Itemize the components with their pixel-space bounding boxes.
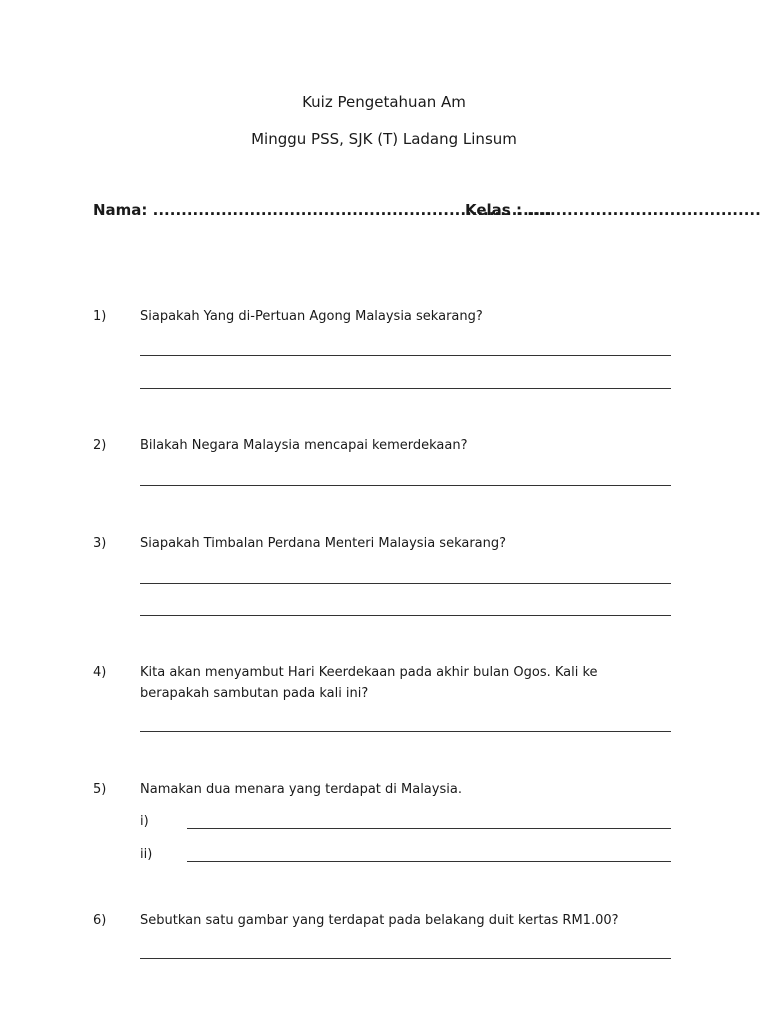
question-number: 5) [93, 782, 107, 797]
quiz-subtitle: Minggu PSS, SJK (T) Ladang Linsum [251, 130, 517, 148]
answer-line [187, 861, 671, 862]
answer-line [140, 958, 671, 959]
answer-line [140, 615, 671, 616]
answer-line [187, 828, 671, 829]
nama-field: Nama: ...................................................................... [93, 201, 552, 219]
answer-line [140, 355, 671, 356]
question-number: 4) [93, 665, 107, 680]
kelas-field: Kelas : ......................................... [465, 201, 761, 219]
question-number: 2) [93, 438, 107, 453]
answer-line [140, 731, 671, 732]
question-number: 1) [93, 309, 107, 324]
question-text: Siapakah Yang di-Pertuan Agong Malaysia sekarang? [140, 309, 483, 324]
answer-line [140, 485, 671, 486]
answer-line [140, 388, 671, 389]
quiz-title: Kuiz Pengetahuan Am [302, 93, 466, 111]
sub-item-number: ii) [140, 847, 153, 862]
question-text: Sebutkan satu gambar yang terdapat pada belakang duit kertas RM1.00? [140, 913, 619, 928]
answer-line [140, 583, 671, 584]
question-text: Namakan dua menara yang terdapat di Malaysia. [140, 782, 462, 797]
question-number: 6) [93, 913, 107, 928]
question-text: Bilakah Negara Malaysia mencapai kemerdekaan? [140, 438, 468, 453]
sub-item-number: i) [140, 814, 149, 829]
question-number: 3) [93, 536, 107, 551]
question-text: Siapakah Timbalan Perdana Menteri Malaysia sekarang? [140, 536, 507, 551]
question-text: Kita akan menyambut Hari Keerdekaan pada akhir bulan Ogos. Kali ke berapakah sambutan pada kali ini? [140, 665, 598, 701]
